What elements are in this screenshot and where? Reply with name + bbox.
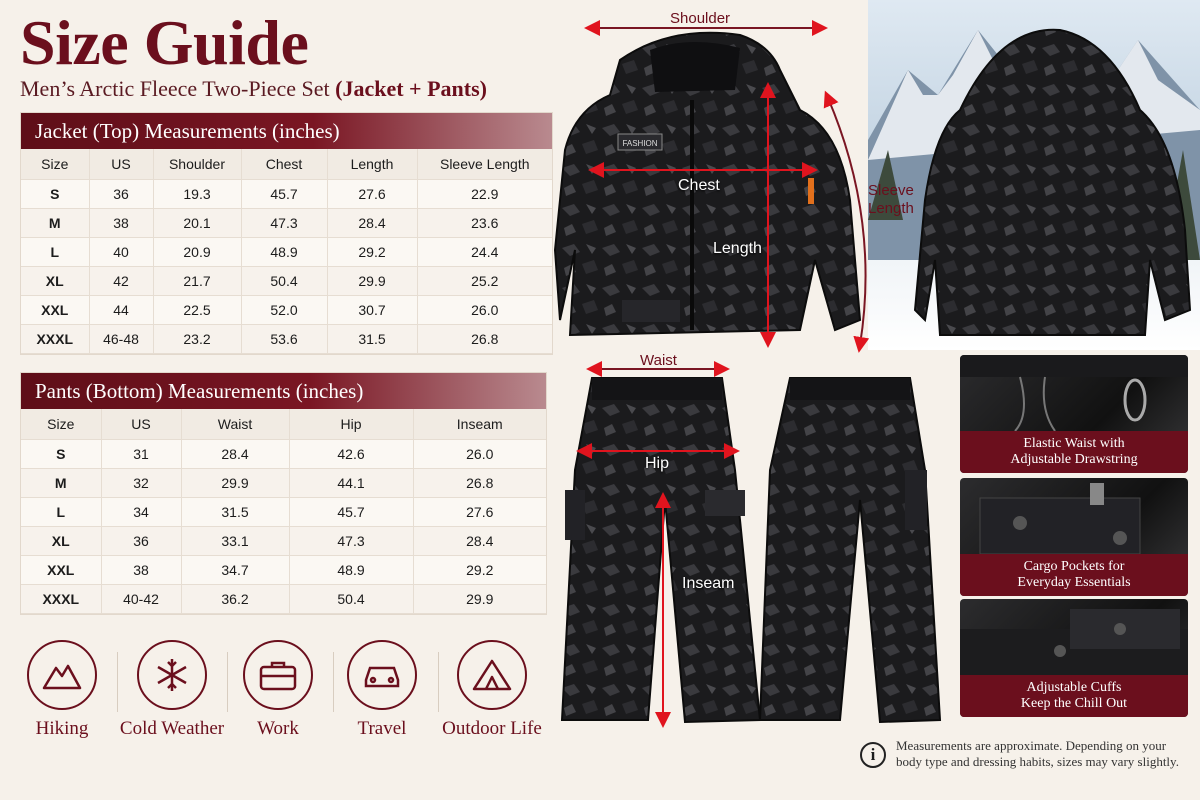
table-cell: 38 <box>89 208 153 237</box>
detail-caption-waist <box>960 431 1188 473</box>
column-header: Size <box>21 149 89 179</box>
column-header: Sleeve Length <box>417 149 552 179</box>
table-cell: 36 <box>89 179 153 208</box>
column-header: US <box>101 409 181 439</box>
table-cell: 27.6 <box>413 497 546 526</box>
detail-card-waist <box>960 355 1188 473</box>
table-cell: 36.2 <box>181 584 289 613</box>
table-cell: 23.2 <box>153 324 241 353</box>
table-cell: 26.0 <box>417 295 552 324</box>
table-cell: L <box>21 497 101 526</box>
table-cell: 46-48 <box>89 324 153 353</box>
table-cell: 45.7 <box>289 497 413 526</box>
table-cell: 48.9 <box>241 237 327 266</box>
table-cell: XXXL <box>21 324 89 353</box>
drawstring-waist-image <box>960 355 1188 431</box>
table-cell: 27.6 <box>327 179 417 208</box>
table-cell: 52.0 <box>241 295 327 324</box>
table-cell: 29.2 <box>413 555 546 584</box>
table-cell: 44.1 <box>289 468 413 497</box>
cargo-pocket-image <box>960 478 1188 554</box>
car-icon <box>347 640 417 710</box>
activity-outdoor-life <box>437 640 547 740</box>
sleeve-length-label <box>868 182 914 218</box>
table-cell: 31.5 <box>327 324 417 353</box>
table-cell: 28.4 <box>413 526 546 555</box>
detail-card-pockets <box>960 478 1188 596</box>
table-cell: 23.6 <box>417 208 552 237</box>
activity-label: Work <box>257 718 299 739</box>
table-cell: 29.9 <box>413 584 546 613</box>
table-cell: 25.2 <box>417 266 552 295</box>
table-cell: 21.7 <box>153 266 241 295</box>
table-cell: 45.7 <box>241 179 327 208</box>
measurement-note <box>860 738 1190 770</box>
table-cell: 50.4 <box>241 266 327 295</box>
table-cell: L <box>21 237 89 266</box>
table-cell: 48.9 <box>289 555 413 584</box>
table-cell: 31 <box>101 439 181 468</box>
table-cell: 34.7 <box>181 555 289 584</box>
table-cell: 33.1 <box>181 526 289 555</box>
inseam-label: Inseam <box>682 575 735 592</box>
column-header: Length <box>327 149 417 179</box>
table-cell: XXL <box>21 295 89 324</box>
subtitle-product: Men’s Arctic Fleece Two-Piece Set <box>20 76 330 101</box>
table-cell: XXXL <box>21 584 101 613</box>
detail-caption-pockets <box>960 554 1188 596</box>
sleeve-label-line2: Length <box>868 200 914 217</box>
tent-icon <box>457 640 527 710</box>
table-cell: 50.4 <box>289 584 413 613</box>
table-cell: 20.1 <box>153 208 241 237</box>
table-cell: 53.6 <box>241 324 327 353</box>
detail-cuffs-line2: Keep the Chill Out <box>1020 696 1128 711</box>
table-cell: 28.4 <box>327 208 417 237</box>
column-header: Waist <box>181 409 289 439</box>
table-cell: 28.4 <box>181 439 289 468</box>
zipper-pull <box>808 178 814 204</box>
table-cell: M <box>21 208 89 237</box>
table-cell: 34 <box>101 497 181 526</box>
table-cell: XL <box>21 266 89 295</box>
table-cell: 42 <box>89 266 153 295</box>
subtitle-set-contents: (Jacket + Pants) <box>335 76 487 101</box>
chest-patch-text: FASHION <box>622 139 658 148</box>
page-title: Size Guide <box>20 7 309 78</box>
table-cell: S <box>21 439 101 468</box>
table-cell: XL <box>21 526 101 555</box>
chest-label: Chest <box>678 177 720 194</box>
table-cell: 26.8 <box>417 324 552 353</box>
detail-pockets-line2: Everyday Essentials <box>1017 575 1131 590</box>
table-cell: 29.2 <box>327 237 417 266</box>
table-cell: S <box>21 179 89 208</box>
detail-waist-line2: Adjustable Drawstring <box>1010 452 1138 467</box>
jacket-table-heading: Jacket (Top) Measurements (inches) <box>21 113 552 149</box>
sleeve-label-line1: Sleeve <box>868 182 914 199</box>
mountain-icon <box>27 640 97 710</box>
activity-label: Hiking <box>35 718 89 739</box>
pants-table-heading: Pants (Bottom) Measurements (inches) <box>21 373 546 409</box>
table-cell: 22.5 <box>153 295 241 324</box>
table-cell: 19.3 <box>153 179 241 208</box>
info-icon: i <box>860 742 886 768</box>
column-header: US <box>89 149 153 179</box>
table-cell: 30.7 <box>327 295 417 324</box>
table-cell: 29.9 <box>327 266 417 295</box>
activity-label: Travel <box>357 718 407 739</box>
column-header: Hip <box>289 409 413 439</box>
activity-label: Cold Weather <box>119 718 225 739</box>
table-cell: 31.5 <box>181 497 289 526</box>
hip-label: Hip <box>645 455 670 472</box>
column-header: Size <box>21 409 101 439</box>
table-cell: 26.8 <box>413 468 546 497</box>
table-cell: 36 <box>101 526 181 555</box>
column-header: Chest <box>241 149 327 179</box>
waist-label: Waist <box>640 352 677 369</box>
table-cell: 32 <box>101 468 181 497</box>
table-cell: M <box>21 468 101 497</box>
activity-hiking <box>7 640 117 740</box>
detail-card-cuffs <box>960 599 1188 717</box>
briefcase-icon <box>243 640 313 710</box>
table-cell: 40 <box>89 237 153 266</box>
snowflake-icon <box>137 640 207 710</box>
jacket-back-image <box>915 30 1190 335</box>
table-cell: 44 <box>89 295 153 324</box>
table-cell: XXL <box>21 555 101 584</box>
table-cell: 24.4 <box>417 237 552 266</box>
length-label: Length <box>713 240 762 257</box>
table-cell: 42.6 <box>289 439 413 468</box>
pants-front-image <box>562 378 760 722</box>
activity-travel <box>327 640 437 740</box>
detail-cuffs-line1: Adjustable Cuffs <box>1026 680 1122 695</box>
activity-work <box>223 640 333 740</box>
activity-label: Outdoor Life <box>442 718 542 739</box>
adjustable-cuff-image <box>960 599 1188 675</box>
shoulder-label: Shoulder <box>670 10 731 27</box>
table-cell: 47.3 <box>241 208 327 237</box>
table-cell: 29.9 <box>181 468 289 497</box>
pants-back-image <box>760 378 940 722</box>
table-cell: 40-42 <box>101 584 181 613</box>
table-cell: 22.9 <box>417 179 552 208</box>
table-cell: 38 <box>101 555 181 584</box>
detail-caption-cuffs <box>960 675 1188 717</box>
detail-waist-line1: Elastic Waist with <box>1023 436 1125 451</box>
activity-cold-weather <box>117 640 227 740</box>
detail-pockets-line1: Cargo Pockets for <box>1023 559 1125 574</box>
table-cell: 26.0 <box>413 439 546 468</box>
table-cell: 20.9 <box>153 237 241 266</box>
note-text: Measurements are approximate. Depending on your body type and dressing habits, sizes may vary slightly. <box>896 738 1179 769</box>
table-cell: 47.3 <box>289 526 413 555</box>
column-header: Shoulder <box>153 149 241 179</box>
column-header: Inseam <box>413 409 546 439</box>
